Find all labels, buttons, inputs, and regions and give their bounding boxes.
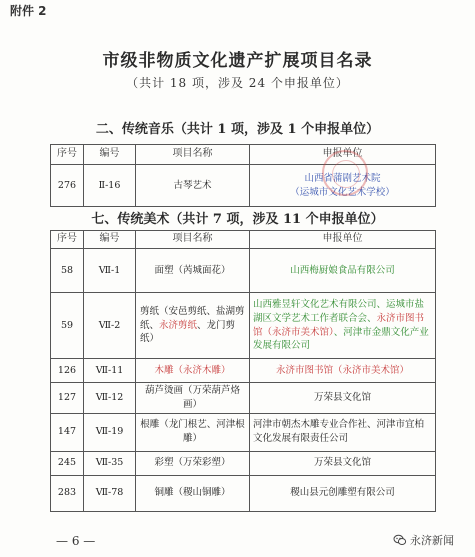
row-seq: 276 bbox=[51, 165, 84, 207]
unit-part-highlight: 永济市图书馆（永济市美术馆） bbox=[253, 312, 425, 338]
unit-part: 山西雅昱轩文化艺术有限公司、运城市盐湖区文学艺术工作者联合会、 bbox=[253, 298, 425, 324]
header-unit: 申报单位 bbox=[250, 145, 436, 165]
row-unit: 万荣县文化馆 bbox=[250, 451, 436, 475]
header-name: 项目名称 bbox=[136, 145, 250, 165]
row-seq: 283 bbox=[51, 475, 84, 511]
table-row bbox=[51, 165, 436, 207]
row-seq: 127 bbox=[51, 383, 84, 414]
row-num: Ⅶ-19 bbox=[84, 413, 136, 451]
wechat-icon bbox=[393, 533, 407, 547]
header-seq: 序号 bbox=[51, 231, 84, 249]
row-unit: 稷山县元创雕塑有限公司 bbox=[250, 475, 436, 511]
row-name: 葫芦烫画（万荣葫芦烙画） bbox=[136, 383, 250, 414]
row-seq: 59 bbox=[51, 293, 84, 359]
table-row bbox=[51, 413, 436, 451]
name-part-highlight: 永济剪纸 bbox=[159, 319, 198, 331]
row-unit: 永济市图书馆（永济市美术馆） bbox=[250, 359, 436, 383]
row-num: Ⅱ-16 bbox=[84, 165, 136, 207]
page-number: — 6 — bbox=[56, 534, 96, 548]
row-num: Ⅶ-11 bbox=[84, 359, 136, 383]
row-unit bbox=[250, 165, 436, 207]
table-row bbox=[51, 249, 436, 293]
header-unit: 申报单位 bbox=[250, 231, 436, 249]
name-part: 、龙门剪纸） bbox=[140, 319, 236, 345]
header-name: 项目名称 bbox=[136, 231, 250, 249]
header-seq: 序号 bbox=[51, 145, 84, 165]
header-num: 编号 bbox=[84, 145, 136, 165]
unit-line: 山西省蒲剧艺术院 bbox=[304, 172, 381, 184]
row-num: Ⅶ-1 bbox=[84, 249, 136, 293]
row-name: 木雕（永济木雕） bbox=[136, 359, 250, 383]
table-row bbox=[51, 475, 436, 511]
watermark bbox=[393, 532, 454, 548]
row-seq: 126 bbox=[51, 359, 84, 383]
table-row bbox=[51, 383, 436, 414]
name-part: 剪纸（安邑剪纸、盐湖剪纸、 bbox=[140, 305, 245, 331]
unit-part: 、河津市金鼎文化产业发展有限公司 bbox=[253, 326, 429, 352]
row-seq: 245 bbox=[51, 451, 84, 475]
row-seq: 58 bbox=[51, 249, 84, 293]
row-unit: 山西梅厨娘食品有限公司 bbox=[250, 249, 436, 293]
section-heading-fine-arts: 七、传统美术（共计 7 项，涉及 11 个申报单位） bbox=[91, 212, 384, 227]
header-num: 编号 bbox=[84, 231, 136, 249]
row-name: 古琴艺术 bbox=[136, 165, 250, 207]
row-seq: 147 bbox=[51, 413, 84, 451]
table-row bbox=[51, 359, 436, 383]
row-num: Ⅶ-12 bbox=[84, 383, 136, 414]
fine-arts-table bbox=[50, 230, 436, 512]
section-heading-music: 二、传统音乐（共计 1 项，涉及 1 个申报单位） bbox=[95, 122, 380, 137]
row-num: Ⅶ-2 bbox=[84, 293, 136, 359]
row-name: 根雕（龙门根艺、河津根雕） bbox=[136, 413, 250, 451]
row-name: 铜雕（稷山铜雕） bbox=[136, 475, 250, 511]
table-row bbox=[51, 293, 436, 359]
unit-line: （运城市文化艺术学校） bbox=[290, 186, 395, 198]
row-name bbox=[136, 293, 250, 359]
attachment-label: 附件 2 bbox=[10, 4, 47, 18]
row-num: Ⅶ-35 bbox=[84, 451, 136, 475]
document-title: 市级非物质文化遗产扩展项目名录 bbox=[102, 51, 373, 71]
table-header-row bbox=[51, 145, 436, 165]
row-unit: 河津市朝杰木雕专业合作社、河津市宜柏文化发展有限责任公司 bbox=[250, 413, 436, 451]
row-name: 彩塑（万荣彩塑） bbox=[136, 451, 250, 475]
document-subtitle: （共计 18 项，涉及 24 个申报单位） bbox=[126, 76, 349, 90]
music-table bbox=[50, 144, 436, 207]
watermark-text: 永济新闻 bbox=[410, 534, 454, 547]
row-num: Ⅶ-78 bbox=[84, 475, 136, 511]
table-header-row bbox=[51, 231, 436, 249]
row-unit: 万荣县文化馆 bbox=[250, 383, 436, 414]
row-unit bbox=[250, 293, 436, 359]
row-name: 面塑（芮城面花） bbox=[136, 249, 250, 293]
table-row bbox=[51, 451, 436, 475]
